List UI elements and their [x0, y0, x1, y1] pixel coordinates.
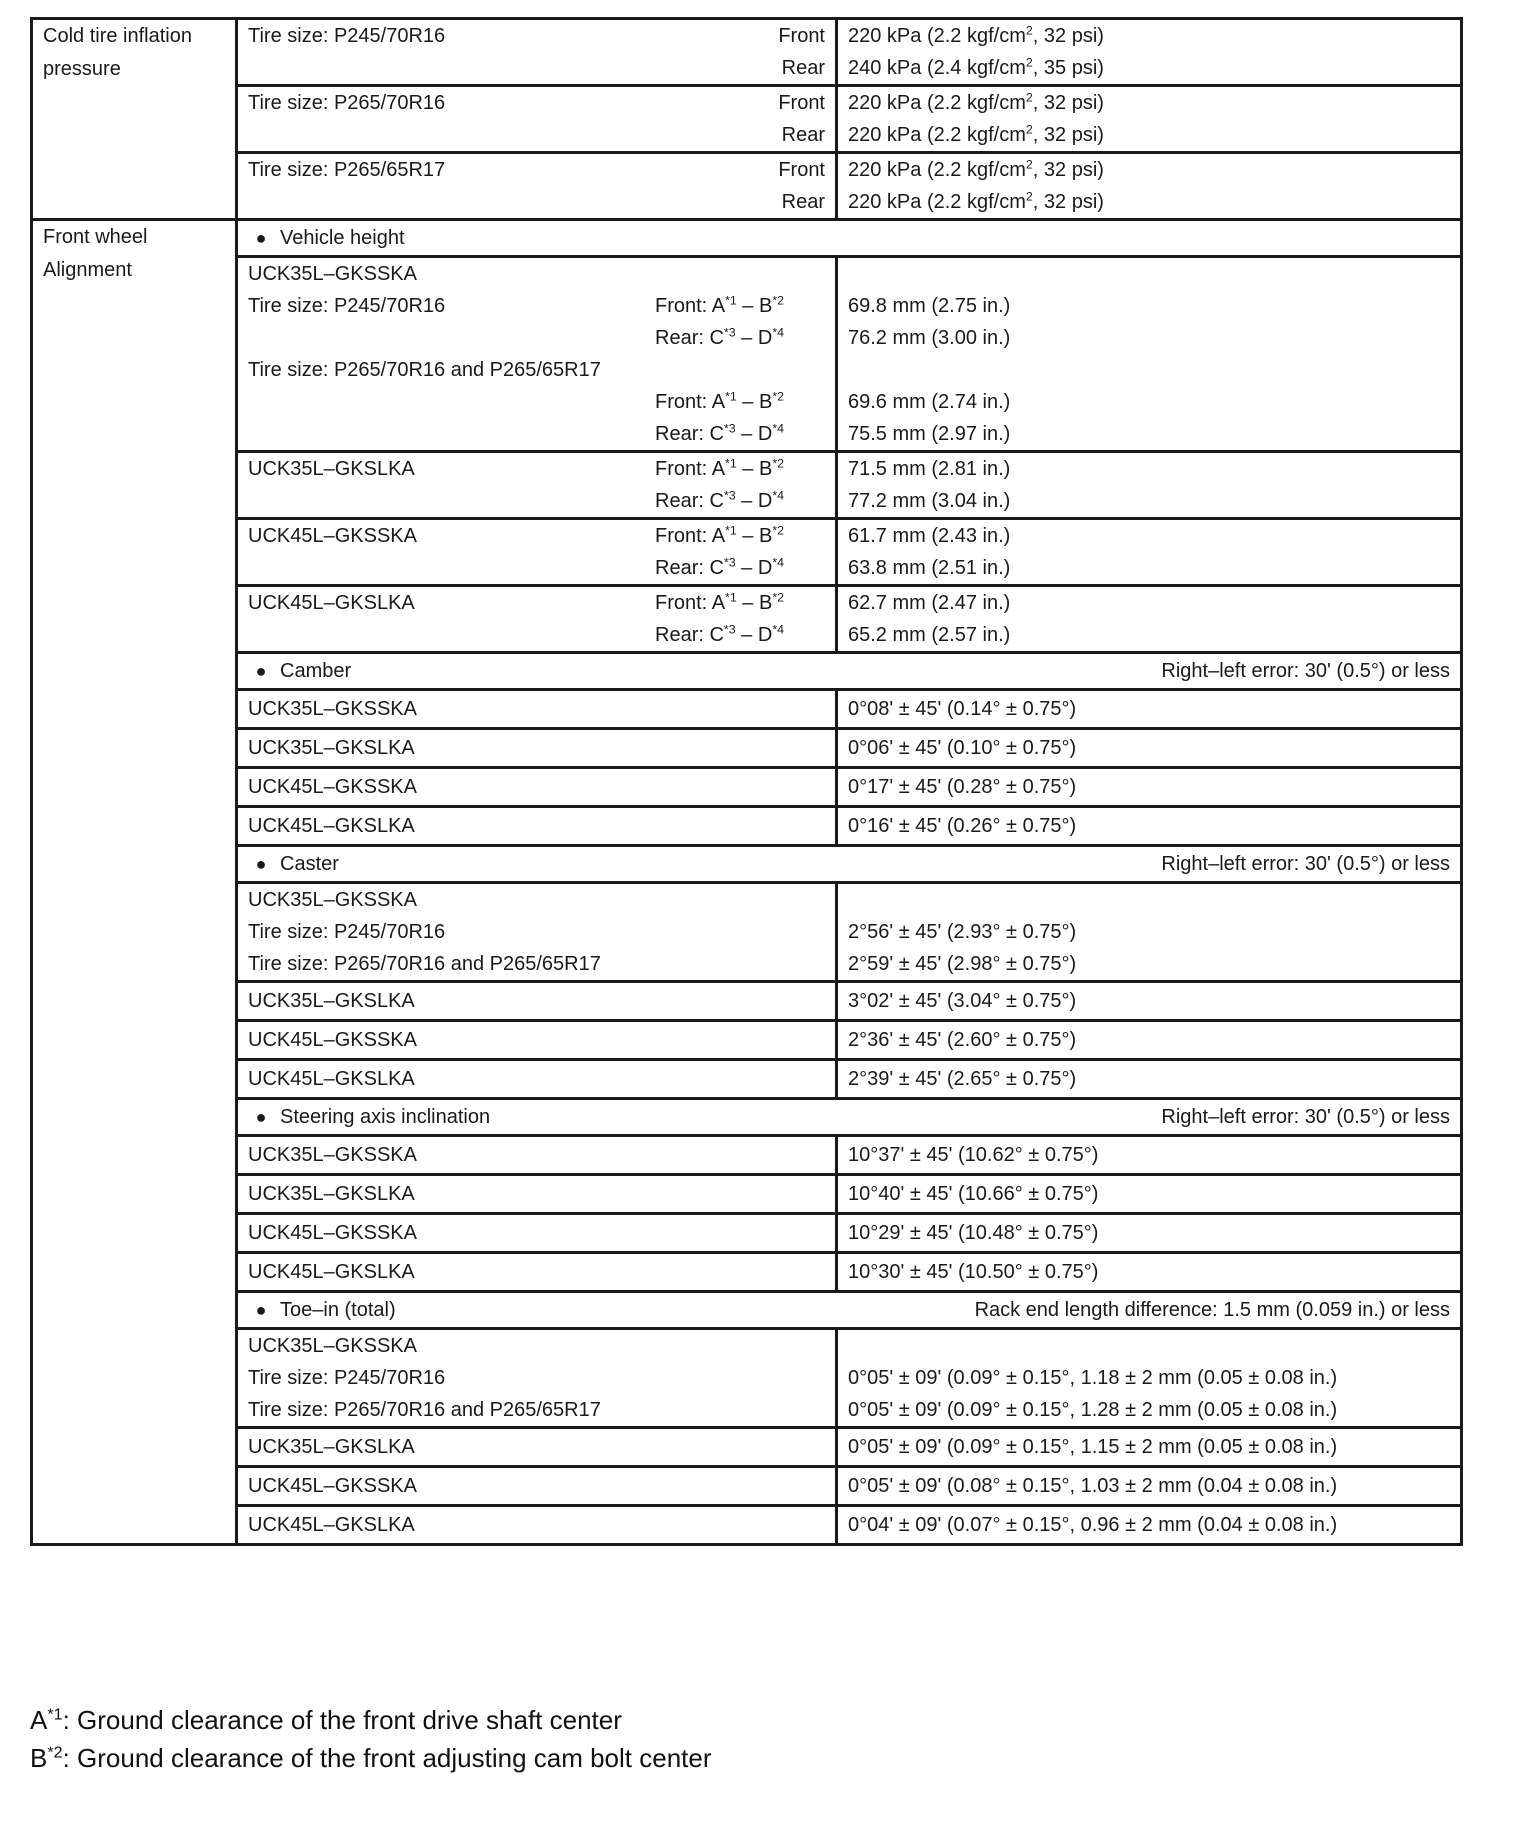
position-label: Rear: $C^{*3} - D^{*4}$ — [655, 421, 785, 445]
steering-row — [32, 1214, 1462, 1253]
pressure-size-cell — [237, 19, 837, 86]
spec-table — [30, 17, 1463, 1546]
tire-size-label: Tire size: P265/70R16 and P265/65R17 — [248, 359, 601, 381]
section-note: Rack end length difference: 1.5 mm (0.059 in.) or less — [974, 1299, 1450, 1321]
position-label: Rear — [781, 57, 825, 79]
height-value: 71.5 mm (2.81 in.) — [848, 458, 1011, 480]
model-code: UCK35L–GKSSKA — [248, 1335, 417, 1357]
height-value-cell — [837, 519, 1462, 586]
caster-value: 2°56' ± 45' (2.93° ± 0.75°) — [848, 921, 1077, 943]
position-label: Rear: $C^{*3} - D^{*4}$ — [655, 622, 785, 646]
height-value: 63.8 mm (2.51 in.) — [848, 557, 1011, 579]
steering-row — [32, 1175, 1462, 1214]
toe-value: 0°05' ± 09' (0.09° ± 0.15°, 1.28 ± 2 mm (0.05 ± 0.08 in.) — [848, 1399, 1338, 1421]
camber-value: 0°16' ± 45' (0.26° ± 0.75°) — [837, 807, 1462, 846]
model-code: UCK35L–GKSSKA — [237, 1136, 837, 1175]
camber-row — [32, 729, 1462, 768]
height-value: 77.2 mm (3.04 in.) — [848, 490, 1011, 512]
pressure-value: 240 kPa (2.4 kgf/$cm^2$, 35 psi) — [848, 55, 1104, 79]
pressure-value: 220 kPa (2.2 kgf/$cm^2$, 32 psi) — [848, 90, 1104, 114]
tire-size-label: Tire size: P265/65R17 — [248, 159, 446, 181]
model-code: UCK45L–GKSSKA — [248, 525, 417, 547]
height-value-cell — [837, 586, 1462, 653]
footnote-a: $A^{*1}$: Ground clearance of the front drive shaft center — [30, 1705, 622, 1735]
tire-size-label: Tire size: P245/70R16 — [248, 921, 446, 943]
position-label: Front — [778, 159, 825, 181]
section-title: Vehicle height — [280, 227, 405, 249]
camber-value: 0°17' ± 45' (0.28° ± 0.75°) — [837, 768, 1462, 807]
model-code: UCK35L–GKSSKA — [237, 690, 837, 729]
footnotes — [30, 1701, 712, 1777]
position-label: Rear — [781, 124, 825, 146]
toe-value: 0°05' ± 09' (0.08° ± 0.15°, 1.03 ± 2 mm (0.04 ± 0.08 in.) — [837, 1467, 1462, 1506]
steering-row — [32, 1136, 1462, 1175]
camber-value: 0°08' ± 45' (0.14° ± 0.75°) — [837, 690, 1462, 729]
toe-value: 0°04' ± 09' (0.07° ± 0.15°, 0.96 ± 2 mm (0.04 ± 0.08 in.) — [837, 1506, 1462, 1545]
pressure-size-cell — [237, 86, 837, 153]
alignment-category: Front wheel Alignment — [43, 226, 148, 281]
steering-header-row — [32, 1099, 1462, 1136]
bullet-icon: ● — [255, 854, 267, 874]
section-header — [237, 220, 1462, 257]
tire-size-label: Tire size: P245/70R16 — [248, 295, 446, 317]
model-code: UCK45L–GKSLKA — [237, 807, 837, 846]
pressure-row-2 — [32, 86, 1462, 153]
model-code: UCK45L–GKSLKA — [237, 1506, 837, 1545]
caster-value: 2°59' ± 45' (2.98° ± 0.75°) — [848, 953, 1077, 975]
section-note: Right–left error: 30' (0.5°) or less — [1161, 1106, 1450, 1128]
vehicle-height-row — [32, 257, 1462, 452]
pressure-value-cell — [837, 86, 1462, 153]
pressure-value-cell — [837, 153, 1462, 220]
steering-value: 10°40' ± 45' (10.66° ± 0.75°) — [837, 1175, 1462, 1214]
vehicle-height-row — [32, 452, 1462, 519]
toe-label-cell — [237, 1329, 837, 1428]
tire-size-label: Tire size: P265/70R16 and P265/65R17 — [248, 953, 601, 975]
position-label: Front — [778, 25, 825, 47]
tire-size-label: Tire size: P245/70R16 — [248, 25, 446, 47]
vehicle-height-row — [32, 586, 1462, 653]
section-header — [237, 1099, 1462, 1136]
toe-value: 0°05' ± 09' (0.09° ± 0.15°, 1.18 ± 2 mm (0.05 ± 0.08 in.) — [848, 1367, 1338, 1389]
bullet-icon: ● — [255, 661, 267, 681]
alignment-category-cell — [32, 220, 237, 1545]
camber-row — [32, 807, 1462, 846]
position-label: Rear: $C^{*3} - D^{*4}$ — [655, 488, 785, 512]
toe-row — [32, 1467, 1462, 1506]
height-label-cell — [237, 519, 837, 586]
position-label: Front: $A^{*1} - B^{*2}$ — [655, 590, 785, 614]
section-title: Camber — [280, 660, 352, 682]
section-title: Toe–in (total) — [280, 1299, 396, 1321]
toe-value: 0°05' ± 09' (0.09° ± 0.15°, 1.15 ± 2 mm (0.05 ± 0.08 in.) — [837, 1428, 1462, 1467]
pressure-category: Cold tire inflation pressure — [43, 25, 192, 80]
position-label: Front: $A^{*1} - B^{*2}$ — [655, 293, 785, 317]
pressure-size-cell — [237, 153, 837, 220]
height-value: 62.7 mm (2.47 in.) — [848, 592, 1011, 614]
section-title: Caster — [280, 853, 339, 875]
pressure-value: 220 kPa (2.2 kgf/$cm^2$, 32 psi) — [848, 23, 1104, 47]
section-header — [237, 653, 1462, 690]
model-code: UCK45L–GKSLKA — [237, 1060, 837, 1099]
steering-value: 10°30' ± 45' (10.50° ± 0.75°) — [837, 1253, 1462, 1292]
height-label-cell — [237, 452, 837, 519]
caster-value: 2°39' ± 45' (2.65° ± 0.75°) — [837, 1060, 1462, 1099]
camber-row — [32, 690, 1462, 729]
position-label: Rear — [781, 191, 825, 213]
model-code: UCK35L–GKSSKA — [248, 889, 417, 911]
toe-row — [32, 1329, 1462, 1428]
steering-value: 10°29' ± 45' (10.48° ± 0.75°) — [837, 1214, 1462, 1253]
caster-value-cell — [837, 883, 1462, 982]
bullet-icon: ● — [255, 1300, 267, 1320]
height-value: 69.6 mm (2.74 in.) — [848, 391, 1011, 413]
model-code: UCK45L–GKSLKA — [237, 1253, 837, 1292]
height-label-cell — [237, 257, 837, 452]
footnote-b: $B^{*2}$: Ground clearance of the front adjusting cam bolt center — [30, 1743, 712, 1773]
position-label: Front: $A^{*1} - B^{*2}$ — [655, 456, 785, 480]
position-label: Front: $A^{*1} - B^{*2}$ — [655, 523, 785, 547]
camber-value: 0°06' ± 45' (0.10° ± 0.75°) — [837, 729, 1462, 768]
height-value: 76.2 mm (3.00 in.) — [848, 327, 1011, 349]
model-code: UCK35L–GKSLKA — [248, 458, 415, 480]
section-header — [237, 846, 1462, 883]
model-code: UCK45L–GKSSKA — [237, 1214, 837, 1253]
steering-value: 10°37' ± 45' (10.62° ± 0.75°) — [837, 1136, 1462, 1175]
height-value: 61.7 mm (2.43 in.) — [848, 525, 1011, 547]
caster-value: 3°02' ± 45' (3.04° ± 0.75°) — [837, 982, 1462, 1021]
model-code: UCK35L–GKSSKA — [248, 263, 417, 285]
steering-row — [32, 1253, 1462, 1292]
model-code: UCK45L–GKSSKA — [237, 1021, 837, 1060]
caster-row — [32, 1060, 1462, 1099]
pressure-value: 220 kPa (2.2 kgf/$cm^2$, 32 psi) — [848, 122, 1104, 146]
camber-row — [32, 768, 1462, 807]
model-code: UCK45L–GKSSKA — [237, 768, 837, 807]
model-code: UCK45L–GKSSKA — [237, 1467, 837, 1506]
caster-row — [32, 1021, 1462, 1060]
height-label-cell — [237, 586, 837, 653]
tire-size-label: Tire size: P245/70R16 — [248, 1367, 446, 1389]
position-label: Front — [778, 92, 825, 114]
model-code: UCK35L–GKSLKA — [237, 1175, 837, 1214]
caster-label-cell — [237, 883, 837, 982]
position-label: Rear: $C^{*3} - D^{*4}$ — [655, 325, 785, 349]
pressure-row-3 — [32, 153, 1462, 220]
height-value: 75.5 mm (2.97 in.) — [848, 423, 1011, 445]
section-title: Steering axis inclination — [280, 1106, 491, 1128]
tire-size-label: Tire size: P265/70R16 — [248, 92, 446, 114]
model-code: UCK35L–GKSLKA — [237, 729, 837, 768]
section-header — [237, 1292, 1462, 1329]
camber-header-row — [32, 653, 1462, 690]
pressure-value: 220 kPa (2.2 kgf/$cm^2$, 32 psi) — [848, 189, 1104, 213]
pressure-value: 220 kPa (2.2 kgf/$cm^2$, 32 psi) — [848, 157, 1104, 181]
bullet-icon: ● — [255, 1107, 267, 1127]
toe-row — [32, 1506, 1462, 1545]
position-label: Front: $A^{*1} - B^{*2}$ — [655, 389, 785, 413]
caster-row — [32, 982, 1462, 1021]
vehicle-height-row — [32, 519, 1462, 586]
model-code: UCK45L–GKSLKA — [248, 592, 415, 614]
toe-row — [32, 1428, 1462, 1467]
pressure-category-cell — [32, 19, 237, 220]
pressure-row-1 — [32, 19, 1462, 86]
toe-value-cell — [837, 1329, 1462, 1428]
model-code: UCK35L–GKSLKA — [237, 982, 837, 1021]
caster-row — [32, 883, 1462, 982]
section-note: Right–left error: 30' (0.5°) or less — [1161, 660, 1450, 682]
height-value-cell — [837, 257, 1462, 452]
model-code: UCK35L–GKSLKA — [237, 1428, 837, 1467]
height-value: 65.2 mm (2.57 in.) — [848, 624, 1011, 646]
section-note: Right–left error: 30' (0.5°) or less — [1161, 853, 1450, 875]
vehicle-height-header-row — [32, 220, 1462, 257]
caster-value: 2°36' ± 45' (2.60° ± 0.75°) — [837, 1021, 1462, 1060]
position-label: Rear: $C^{*3} - D^{*4}$ — [655, 555, 785, 579]
toe-header-row — [32, 1292, 1462, 1329]
caster-header-row — [32, 846, 1462, 883]
tire-size-label: Tire size: P265/70R16 and P265/65R17 — [248, 1399, 601, 1421]
bullet-icon: ● — [255, 228, 267, 248]
pressure-value-cell — [837, 19, 1462, 86]
spec-sheet — [30, 17, 1460, 1546]
height-value-cell — [837, 452, 1462, 519]
height-value: 69.8 mm (2.75 in.) — [848, 295, 1011, 317]
